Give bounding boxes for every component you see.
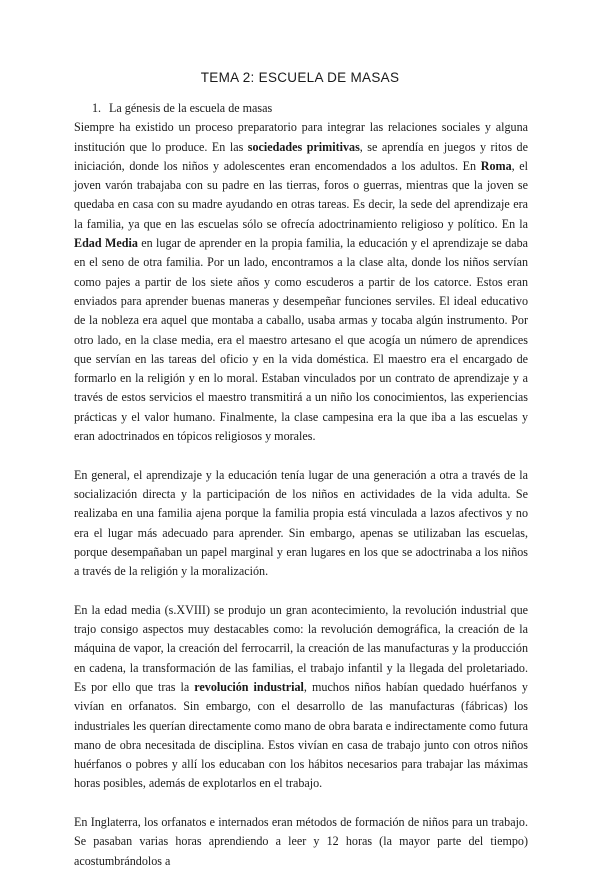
section-heading	[74, 99, 528, 118]
paragraph-2: En general, el aprendizaje y la educación tenía lugar de una generación a otra a través de la socialización directa y la participación de los niños en actividades de la vida adulta. Se realizaba en una familia ajena porque la familia propia está vinculada a lazos afectivos y no era el lugar más adecuado para aprender. Sin embargo, apenas se utilizaban las escuelas, porque desempañaban un papel marginal y eran lugares en los que se adoctrinaba a los niños a través de la religión y la moralización.	[74, 467, 528, 579]
document-body	[74, 99, 528, 871]
p1-text-4: en lugar de aprender en la propia familia, la educación y el aprendizaje se daba en el seno de otra familia. Por un lado, encontramos a la clase alta, donde los niños servían como pajes a partir de los siete años y como escuderos a partir de los catorce. Estos eran enviados para aprender buenas maneras y desempeñar funciones serviles. El ideal educativo de la nobleza era aquel que montaba a caballo, usaba armas y tocaba algún instrumento. Por otro lado, en la clase media, era el maestro artesano el que acogía un número de aprendices que servían en las tareas del oficio y en la vida doméstica. El maestro era el encargado de formarlo en la religión y en lo moral. Estaban vinculados por un contrato de aprendizaje y a través de estos servicios el maestro transmitirá a un niño los conocimientos, las experiencias prácticas y el valor humano. Finalmente, la clase campesina era la que iba a las escuelas y eran adoctrinados en tópicos religiosos y morales.	[74, 236, 528, 444]
section-title: La génesis de la escuela de masas	[109, 101, 273, 115]
p1-bold-edad-media: Edad Media	[74, 236, 138, 251]
page-title: TEMA 2: ESCUELA DE MASAS	[200, 70, 400, 85]
p1-text-1: Siempre ha existido un proceso preparatorio para integrar las relaciones sociales y alguna institución que lo produce. En las	[74, 120, 528, 154]
p1-bold-roma: Roma	[480, 158, 512, 173]
paragraph-3	[74, 601, 528, 794]
paragraph-4: En Inglaterra, los orfanatos e internados eran métodos de formación de niños para un trabajo. Se pasaban varias horas aprendiendo a leer y 12 horas (la mayor parte del tiempo) acostumbrándolos a	[74, 814, 528, 868]
p1-bold-sociedades: sociedades primitivas	[247, 139, 360, 154]
section-number: 1.	[92, 101, 102, 115]
paragraph-1	[74, 118, 528, 446]
p3-text-2: , muchos niños habían quedado huérfanos y vivían en orfanatos. Sin embargo, con el desarrollo de las manufacturas (fábricas) los industriales les querían directamente como mano de obra barata e indirectamente como futura mano de obra necesitada de disciplina. Estos vivían en casa de trabajo junto con otros niños huérfanos o pobres y allí los educaban con los hábitos necesarios para trabajar las máximas horas posibles, además de explotarlos en el trabajo.	[74, 679, 528, 791]
p1-text-3: , el joven varón trabajaba con su padre en las tierras, foros o guerras, mientras que la joven se quedaba en casa con su madre ayudando en otras tareas. Es decir, la sede del aprendizaje era la familia, ya que en las escuelas sólo se ofrecía adoctrinamiento religioso y político. En la	[74, 158, 528, 231]
p1-text-2: , se aprendía en juegos y ritos de iniciación, donde los niños y adolescentes eran encomendados a los adultos. En	[74, 139, 528, 173]
p3-text-1: En la edad media (s.XVIII) se produjo un gran acontecimiento, la revolución industrial que trajo consigo aspectos muy destacables como: la revolución demográfica, la creación de la máquina de vapor, la creación del ferrocarril, la creación de las manufacturas y la producción en cadena, la transformación de las familias, el trabajo infantil y la llegada del proletariado. Es por ello que tras la	[74, 602, 528, 694]
p3-bold-revolucion: revolución industrial	[194, 679, 304, 694]
